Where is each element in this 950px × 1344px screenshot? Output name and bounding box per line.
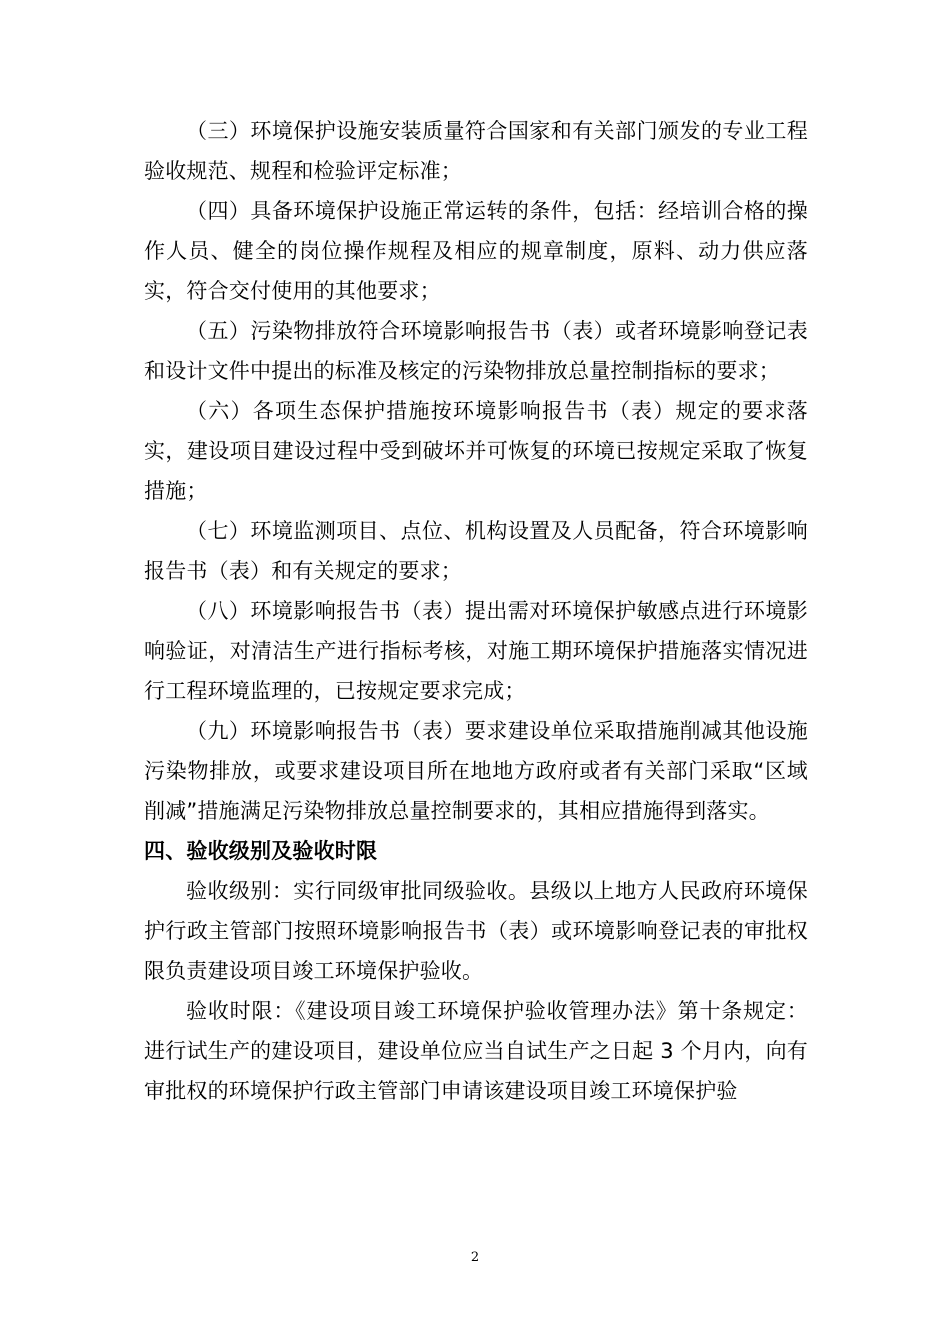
paragraph-item-7: （七）环境监测项目、点位、机构设置及人员配备，符合环境影响报告书（表）和有关规定的要求； bbox=[144, 519, 808, 583]
paragraph-item-4: （四）具备环境保护设施正常运转的条件，包括：经培训合格的操作人员、健全的岗位操作规程及相应的规章制度，原料、动力供应落实，符合交付使用的其他要求； bbox=[144, 199, 808, 303]
paragraph-item-3: （三）环境保护设施安装质量符合国家和有关部门颁发的专业工程验收规范、规程和检验评定标准； bbox=[144, 119, 808, 183]
paragraph-item-6: （六）各项生态保护措施按环境影响报告书（表）规定的要求落实，建设项目建设过程中受到破坏并可恢复的环境已按规定采取了恢复措施； bbox=[144, 399, 808, 503]
document-body bbox=[144, 111, 808, 1111]
acceptance-level-paragraph: 验收级别：实行同级审批同级验收。县级以上地方人民政府环境保护行政主管部门按照环境影响报告书（表）或环境影响登记表的审批权限负责建设项目竣工环境保护验收。 bbox=[144, 879, 808, 983]
page-number: 2 bbox=[470, 1250, 480, 1265]
paragraph-item-5: （五）污染物排放符合环境影响报告书（表）或者环境影响登记表和设计文件中提出的标准及核定的污染物排放总量控制指标的要求； bbox=[144, 319, 808, 383]
section-heading: 四、验收级别及验收时限 bbox=[144, 839, 378, 863]
paragraph-item-9: （九）环境影响报告书（表）要求建设单位采取措施削减其他设施污染物排放，或要求建设项目所在地地方政府或者有关部门采取“区域削减”措施满足污染物排放总量控制要求的，其相应措施得到落实。 bbox=[144, 719, 808, 823]
acceptance-deadline-paragraph: 验收时限：《建设项目竣工环境保护验收管理办法》第十条规定：进行试生产的建设项目，建设单位应当自试生产之日起 3 个月内，向有审批权的环境保护行政主管部门申请该建设项目竣工环境保护验 bbox=[144, 999, 808, 1103]
paragraph-item-8: （八）环境影响报告书（表）提出需对环境保护敏感点进行环境影响验证，对清洁生产进行指标考核，对施工期环境保护措施落实情况进行工程环境监理的，已按规定要求完成； bbox=[144, 599, 808, 703]
